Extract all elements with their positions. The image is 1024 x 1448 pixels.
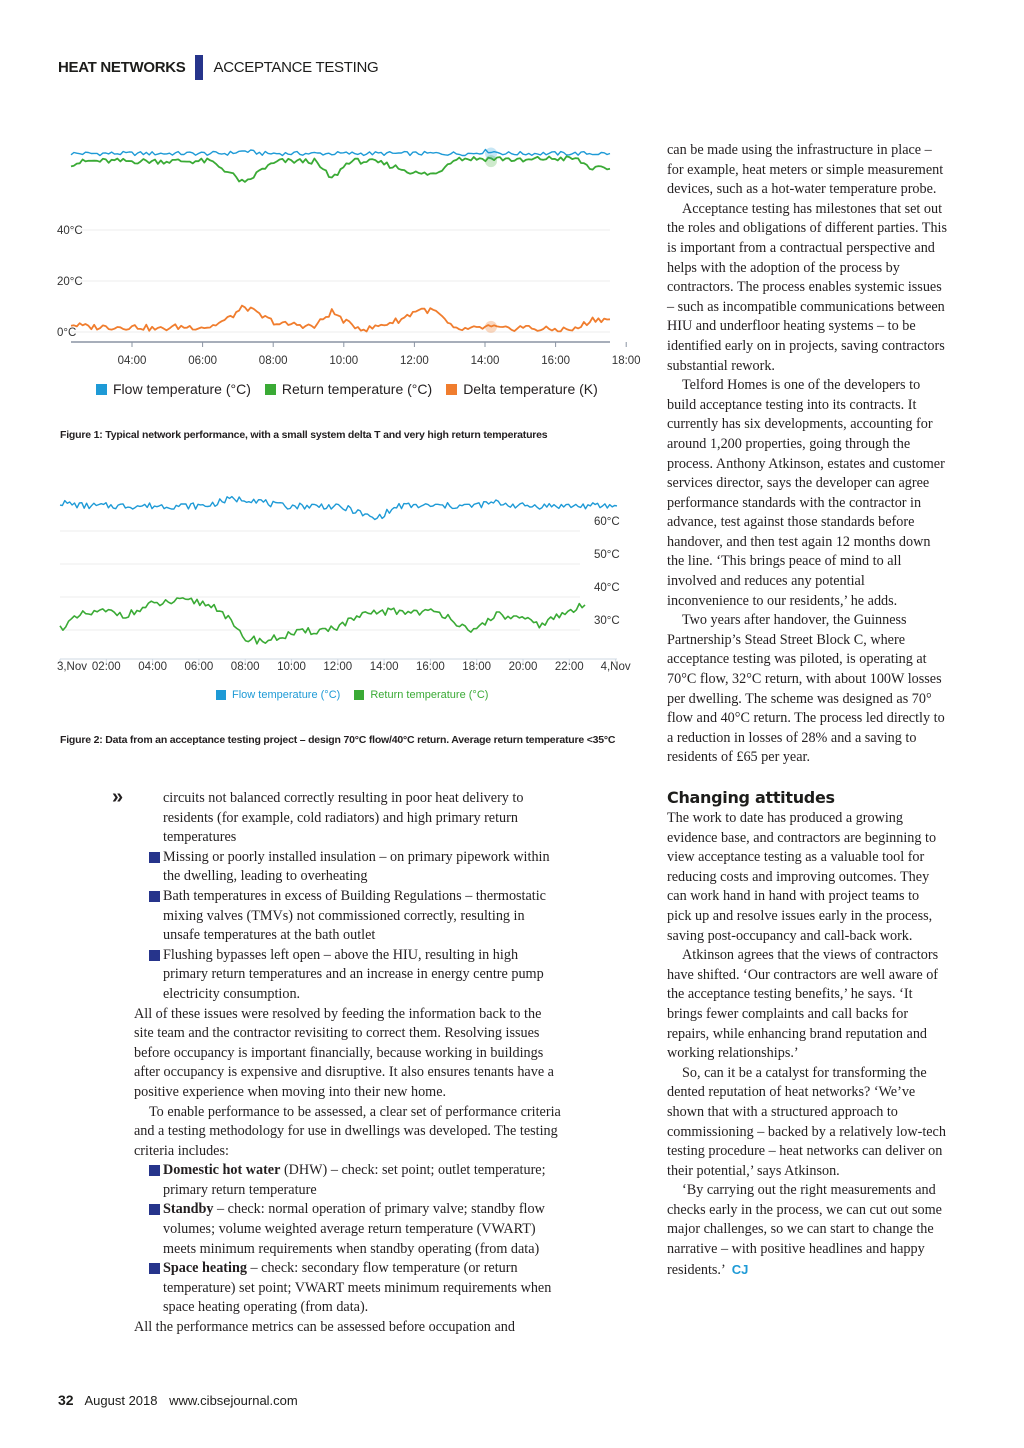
right-column [667, 141, 947, 1280]
figure2-caption: Figure 2: Data from an acceptance testing project – design 70°C flow/40°C return. Average return temperature <35°C [60, 734, 616, 746]
figure2-legend [216, 689, 502, 701]
issue-bullet: Missing or poorly installed insulation – on primary pipework within the dwelling, leading to overheating [134, 848, 564, 887]
body-paragraph: can be made using the infrastructure in place – for example, heat meters or simple measurement devices, such as a hot-water temperature probe. [667, 142, 944, 198]
figure2-plot [55, 485, 640, 680]
svg-text:3,Nov: 3,Nov [56, 661, 88, 673]
figure2-chart [55, 485, 640, 680]
continued-marker: » [112, 786, 124, 808]
svg-text:10:00: 10:00 [329, 355, 359, 367]
bullet-square-icon [149, 950, 160, 961]
bullet-square-icon [149, 891, 160, 902]
body-paragraph: Two years after handover, the Guinness Partnership’s Stead Street Block C, where acceptance testing was piloted, is operating at 70°C flow, 32°C return, with about 100W losses per dwelling. The scheme was designed as 70° flow and 40°C return. The process led directly to a reduction in losses of 28% and a saving to residents of £65 per year. [667, 612, 945, 766]
bullet-square-icon [149, 852, 160, 863]
svg-text:06:00: 06:00 [188, 355, 217, 367]
header-divider-bar [195, 55, 203, 80]
legend-label: Return temperature (°C) [281, 381, 433, 397]
issue-bullet: Flushing bypasses left open – above the HIU, resulting in high primary return temperatures and an increase in energy centre pump electricity consumption. [134, 946, 564, 1005]
svg-text:18:00: 18:00 [611, 355, 641, 367]
section-label: HEAT NETWORKS [58, 58, 186, 76]
legend-swatch-icon [265, 384, 276, 395]
legend-item [265, 381, 432, 397]
legend-item [96, 381, 251, 397]
body-paragraph: Acceptance testing has milestones that set out the roles and obligations of different parties. This is important from a contractual perspective and helps with the adoption of the process by contractors. The process enables systemic issues – such as incompatible communications between HIU and underfloor heating systems – to be identified early on in projects, saving contractors substantial rework. [667, 200, 948, 374]
legend-item [446, 381, 598, 397]
svg-text:40°C: 40°C [57, 225, 83, 237]
legend-label: Delta temperature (K) [463, 381, 598, 397]
page-footer [58, 1392, 298, 1408]
bullet-square-icon [149, 1204, 160, 1215]
website-link[interactable]: www.cibsejournal.com [169, 1393, 298, 1408]
topic-label: ACCEPTANCE TESTING [213, 58, 379, 76]
criteria-bullet: Domestic hot water (DHW) – check: set point; outlet temperature; primary return temperature [134, 1161, 564, 1200]
intro-bullet-continued: circuits not balanced correctly resulting in poor heat delivery to residents (for example, cold radiators) and high primary return temperatures [163, 790, 524, 846]
figure1-plot [55, 130, 641, 370]
svg-text:04:00: 04:00 [138, 661, 167, 673]
svg-text:06:00: 06:00 [184, 661, 214, 673]
body-paragraph: All the performance metrics can be assessed before occupation and [134, 1319, 515, 1336]
svg-text:20:00: 20:00 [508, 661, 538, 673]
svg-text:0°C: 0°C [57, 327, 77, 339]
svg-text:20°C: 20°C [57, 276, 83, 288]
bullet-square-icon [149, 1165, 160, 1176]
body-paragraph: Atkinson agrees that the views of contractors have shifted. ‘Our contractors are well aware of the acceptance testing benefits,’ he says. ‘It brings fewer complaints and call backs for repairs, while enhancing brand reputation and working relationships.’ [667, 947, 939, 1062]
body-paragraph: ‘By carrying out the right measurements and checks early in the process, we can cut out some major challenges, so we can start to change the narrative – with positive headlines and happy residents.’ CJ [667, 1182, 942, 1278]
svg-text:12:00: 12:00 [323, 661, 353, 673]
body-paragraph: All of these issues were resolved by feeding the information back to the site team and the contractor revisiting to correct them. Resolving issues before occupancy is important financially, because working in buildings after occupancy is expensive and disruptive. It also ensures tenants have a positive experience when moving into their new home. [134, 1005, 554, 1100]
svg-text:10:00: 10:00 [277, 661, 306, 673]
svg-text:16:00: 16:00 [541, 355, 570, 367]
page-number: 32 [58, 1392, 74, 1408]
svg-text:16:00: 16:00 [416, 661, 445, 673]
issue-bullet: Bath temperatures in excess of Building Regulations – thermostatic mixing valves (TMVs) not commissioned correctly, resulting in unsafe temperatures at the bath outlet [134, 887, 564, 946]
svg-text:50°C: 50°C [594, 549, 620, 561]
svg-text:40°C: 40°C [594, 582, 620, 594]
body-paragraph: To enable performance to be assessed, a clear set of performance criteria and a testing methodology for use in dwellings was developed. The testing criteria includes: [134, 1103, 561, 1159]
svg-text:14:00: 14:00 [470, 355, 500, 367]
legend-swatch-icon [354, 690, 364, 700]
body-paragraph: So, can it be a catalyst for transforming the dented reputation of heat networks? ‘We’ve shown that with a structured approach to commissioning – backed by a relatively low-tech testing procedure – heat networks can deliver on their potential,’ says Atkinson. [667, 1064, 946, 1179]
svg-text:18:00: 18:00 [462, 661, 492, 673]
svg-text:08:00: 08:00 [230, 661, 260, 673]
legend-label: Flow temperature (°C) [232, 689, 341, 701]
figure1-chart [55, 130, 641, 370]
left-column [134, 789, 564, 1338]
bullet-square-icon [149, 1263, 160, 1274]
legend-item [216, 689, 340, 701]
legend-item [354, 689, 488, 701]
figure1-caption: Figure 1: Typical network performance, with a small system delta T and very high return temperatures [60, 429, 548, 441]
svg-text:02:00: 02:00 [91, 661, 121, 673]
svg-text:4,Nov: 4,Nov [600, 661, 631, 673]
body-paragraph: Telford Homes is one of the developers to build acceptance testing into its contracts. It currently has six developments, accounting for around 1,200 properties, going through the process. Anthony Atkinson, estates and customer services director, says the developer can agree performance standards with the contractor in advance, test against those standards before handover, and then test again 12 months down the line. ‘This brings peace of mind to all involved and reduces any potential inconvenience to our residents,’ he adds. [667, 377, 945, 609]
figure1-legend [96, 381, 612, 397]
criteria-bullet: Space heating – check: secondary flow temperature (or return temperature) set point; VWART meets minimum requirements when space heating operating (from data). [134, 1259, 564, 1318]
criteria-bullet: Standby – check: normal operation of primary valve; standby flow volumes; volume weighted average return temperature (VWART) meets minimum requirements when standby operating (from data) [134, 1200, 564, 1259]
legend-swatch-icon [96, 384, 107, 395]
running-header [58, 54, 378, 80]
legend-label: Return temperature (°C) [370, 689, 489, 701]
svg-text:14:00: 14:00 [369, 661, 399, 673]
issue-date: August 2018 [84, 1393, 158, 1408]
end-mark-logo: CJ [731, 1261, 749, 1277]
body-paragraph: The work to date has produced a growing evidence base, and contractors are beginning to view acceptance testing as a valuable tool for reducing costs and improving outcomes. They can work hand in hand with project teams to pick up and resolve issues early in the process, saving post-occupancy and call-back work. [667, 810, 937, 944]
svg-text:04:00: 04:00 [117, 355, 147, 367]
svg-text:60°C: 60°C [594, 516, 620, 528]
subheading: Changing attitudes [667, 788, 835, 807]
svg-text:30°C: 30°C [594, 615, 620, 627]
svg-text:08:00: 08:00 [258, 355, 288, 367]
legend-swatch-icon [446, 384, 457, 395]
svg-text:22:00: 22:00 [554, 661, 584, 673]
svg-text:12:00: 12:00 [400, 355, 429, 367]
legend-label: Flow temperature (°C) [113, 381, 251, 397]
legend-swatch-icon [216, 690, 226, 700]
